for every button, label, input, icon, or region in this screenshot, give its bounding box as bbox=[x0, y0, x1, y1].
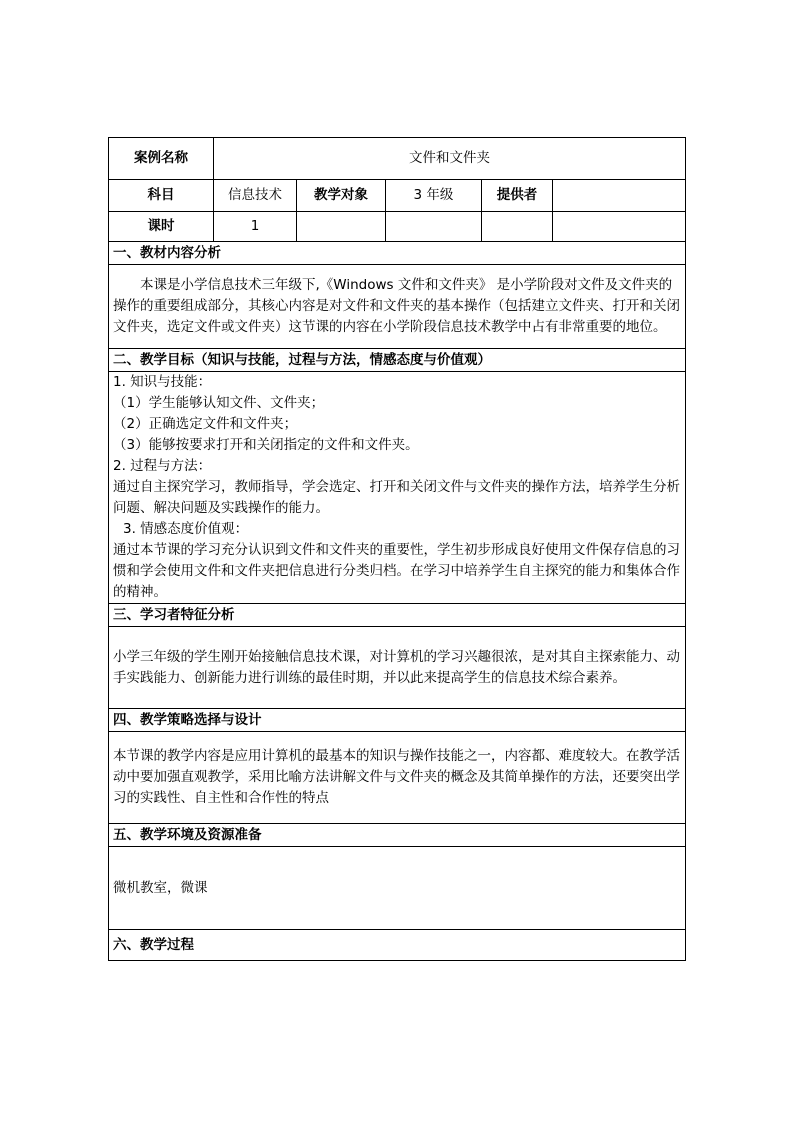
list-item: 通过自主探究学习，教师指导，学会选定、打开和关闭文件与文件夹的操作方法，培养学生分析问题、解决问题及实践操作的能力。 bbox=[113, 479, 680, 516]
section-body-text: 本课是小学信息技术三年级下,《Windows 文件和文件夹》 是小学阶段对文件及文件夹的操作的重要组成部分，其核心内容是对文件和文件夹的基本操作（包括建立文件夹、打开和关闭文件夹，选定文件或文件夹）这节课的内容在小学阶段信息技术教学中占有非常重要的地位。 bbox=[109, 265, 686, 349]
section-body-text: 小学三年级的学生刚开始接触信息技术课，对计算机的学习兴趣很浓，是对其自主探索能力、动手实践能力、创新能力进行训练的最佳时期，并以此来提高学生的信息技术综合素养。 bbox=[109, 627, 686, 709]
subject-label: 科目 bbox=[109, 180, 214, 212]
section-body-text: 本节课的教学内容是应用计算机的最基本的知识与操作技能之一，内容都、难度较大。在教学活动中要加强直观教学，采用比喻方法讲解文件与文件夹的概念及其简单操作的方法，还要突出学习的实践性、自主性和合作性的特点 bbox=[109, 732, 686, 824]
section-2-title-row bbox=[109, 349, 686, 372]
list-item: 通过本节课的学习充分认识到文件和文件夹的重要性，学生初步形成良好使用文件保存信息的习惯和学会使用文件和文件夹把信息进行分类归档。在学习中培养学生自主探究的能力和集体合作的精神。 bbox=[113, 542, 680, 600]
section-4-title-row bbox=[109, 709, 686, 732]
case-name-label: 案例名称 bbox=[109, 138, 214, 180]
audience-label: 教学对象 bbox=[297, 180, 386, 212]
period-row bbox=[109, 212, 686, 242]
section-4-body-row bbox=[109, 732, 686, 824]
section-title: 二、教学目标（知识与技能，过程与方法，情感态度与价值观） bbox=[109, 349, 686, 372]
subject-row bbox=[109, 180, 686, 212]
section-5-body-row bbox=[109, 847, 686, 930]
section-title: 六、教学过程 bbox=[109, 930, 686, 961]
empty-cell bbox=[386, 212, 482, 242]
lesson-plan-page bbox=[108, 137, 685, 961]
list-item: 3. 情感态度价值观： bbox=[123, 521, 249, 537]
case-name-row bbox=[109, 138, 686, 180]
lesson-plan-table bbox=[108, 137, 686, 961]
section-6-title-row bbox=[109, 930, 686, 961]
section-3-body-row bbox=[109, 627, 686, 709]
section-body bbox=[109, 372, 686, 604]
provider-label: 提供者 bbox=[482, 180, 553, 212]
audience-value: 3 年级 bbox=[386, 180, 482, 212]
section-title: 一、教材内容分析 bbox=[109, 242, 686, 265]
list-item: （1）学生能够认知文件、文件夹； bbox=[113, 395, 325, 411]
section-3-title-row bbox=[109, 604, 686, 627]
section-title: 四、教学策略选择与设计 bbox=[109, 709, 686, 732]
period-label: 课时 bbox=[109, 212, 214, 242]
section-1-body-row bbox=[109, 265, 686, 349]
section-1-title-row bbox=[109, 242, 686, 265]
section-title: 五、教学环境及资源准备 bbox=[109, 824, 686, 847]
subject-value: 信息技术 bbox=[214, 180, 297, 212]
period-value: 1 bbox=[214, 212, 297, 242]
provider-value bbox=[553, 180, 686, 212]
list-item: 1. 知识与技能： bbox=[113, 374, 212, 390]
empty-cell bbox=[482, 212, 553, 242]
list-item: 2. 过程与方法： bbox=[113, 458, 212, 474]
empty-cell bbox=[297, 212, 386, 242]
section-title: 三、学习者特征分析 bbox=[109, 604, 686, 627]
list-item: （2）正确选定文件和文件夹； bbox=[113, 416, 298, 432]
section-body-text: 微机教室，微课 bbox=[109, 847, 686, 930]
empty-cell bbox=[553, 212, 686, 242]
case-name-value: 文件和文件夹 bbox=[214, 138, 686, 180]
list-item: （3）能够按要求打开和关闭指定的文件和文件夹。 bbox=[113, 437, 419, 453]
section-2-body-row bbox=[109, 372, 686, 604]
section-5-title-row bbox=[109, 824, 686, 847]
